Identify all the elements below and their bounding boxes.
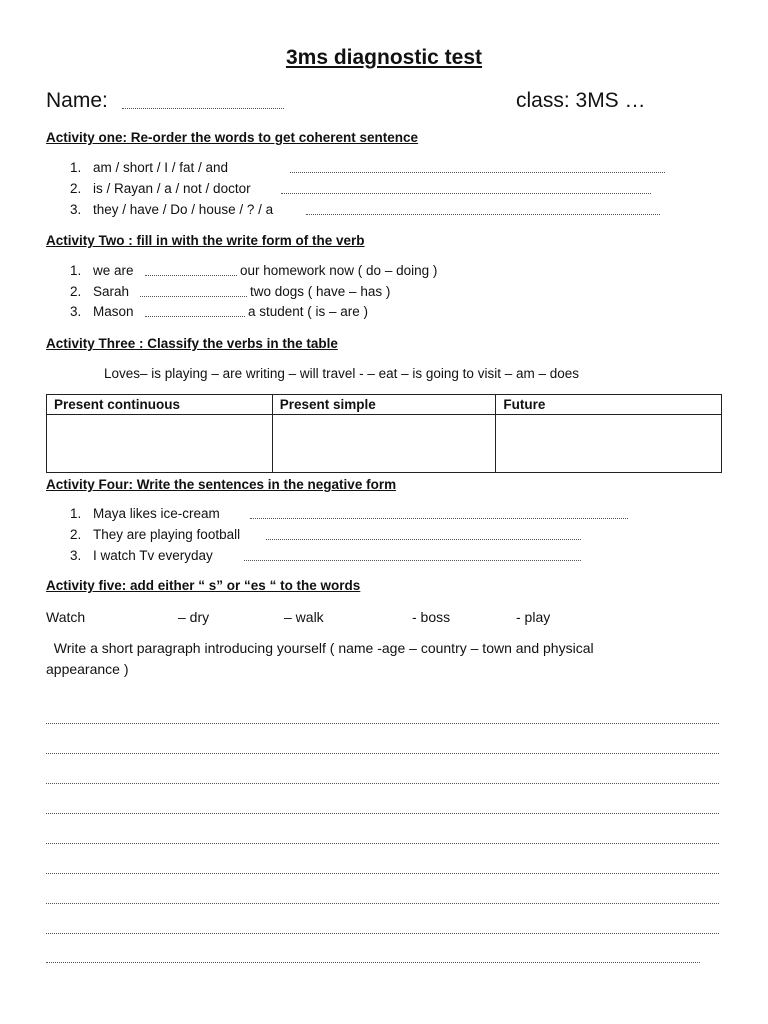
item-text-after: a student ( is – are ) (248, 304, 369, 319)
activity-one-heading: Activity one: Re-order the words to get coherent sentence (46, 130, 419, 145)
word-boss: - boss (412, 609, 451, 625)
name-answer-line[interactable] (122, 108, 284, 109)
activity-four-heading: Activity Four: Write the sentences in the negative form (46, 477, 397, 492)
item-text-before: Sarah (93, 284, 130, 299)
answer-line[interactable] (266, 539, 581, 540)
item-number: 3. (70, 304, 82, 319)
item-text-before: Mason (93, 304, 134, 319)
writing-line[interactable] (46, 873, 719, 874)
class-label: class: 3MS … (516, 89, 646, 112)
name-label: Name: (46, 89, 108, 112)
word-walk: – walk (284, 609, 324, 625)
activity-two-item-2 (70, 284, 129, 299)
item-text: they / have / Do / house / ? / a (93, 202, 274, 217)
cell-present-simple[interactable] (272, 415, 496, 473)
word-dry: – dry (178, 609, 210, 625)
activity-one-item-2 (70, 181, 251, 196)
writing-line[interactable] (46, 962, 700, 963)
item-number: 2. (70, 181, 82, 196)
column-future: Future (496, 395, 722, 415)
answer-blank[interactable] (145, 316, 245, 317)
activity-two-heading: Activity Two : fill in with the write form of the verb (46, 233, 365, 248)
verbs-list: Loves– is playing – are writing – will travel - – eat – is going to visit – am – does (104, 366, 579, 381)
cell-present-continuous[interactable] (47, 415, 273, 473)
activity-four-item-3 (70, 548, 213, 563)
answer-line[interactable] (244, 560, 581, 561)
item-text: I watch Tv everyday (93, 548, 213, 563)
activity-three-heading: Activity Three : Classify the verbs in the table (46, 336, 338, 351)
answer-blank[interactable] (145, 275, 237, 276)
activity-one-item-3 (70, 202, 273, 217)
answer-line[interactable] (290, 172, 665, 173)
item-text-before: we are (93, 263, 134, 278)
column-present-continuous: Present continuous (47, 395, 273, 415)
item-number: 1. (70, 506, 82, 521)
activity-two-item-1 (70, 263, 134, 278)
writing-line[interactable] (46, 723, 719, 724)
item-number: 2. (70, 284, 82, 299)
activity-one-item-1 (70, 160, 228, 175)
activity-five-heading: Activity five: add either “ s” or “es “ to the words (46, 578, 361, 593)
paragraph-prompt-text: Write a short paragraph introducing yourself ( name -age – country – town and physical appearance ) (46, 640, 594, 677)
answer-line[interactable] (281, 193, 651, 194)
item-text: is / Rayan / a / not / doctor (93, 181, 251, 196)
activity-four-item-1 (70, 506, 220, 521)
word-play: - play (516, 609, 551, 625)
writing-line[interactable] (46, 753, 719, 754)
item-text-after: our homework now ( do – doing ) (240, 263, 438, 278)
item-text: am / short / I / fat / and (93, 160, 229, 175)
classify-table (46, 394, 722, 473)
answer-blank[interactable] (140, 296, 247, 297)
writing-line[interactable] (46, 813, 719, 814)
item-number: 3. (70, 548, 82, 563)
column-present-simple: Present simple (272, 395, 496, 415)
writing-line[interactable] (46, 843, 719, 844)
cell-future[interactable] (496, 415, 722, 473)
activity-four-item-2 (70, 527, 240, 542)
item-text: Maya likes ice-cream (93, 506, 220, 521)
writing-line[interactable] (46, 903, 719, 904)
writing-line[interactable] (46, 783, 719, 784)
word-watch: Watch (46, 609, 86, 625)
page-title: 3ms diagnostic test (285, 46, 483, 69)
item-number: 3. (70, 202, 82, 217)
answer-line[interactable] (250, 518, 628, 519)
item-text: They are playing football (93, 527, 241, 542)
item-number: 2. (70, 527, 82, 542)
item-number: 1. (70, 160, 82, 175)
writing-line[interactable] (46, 933, 719, 934)
item-text-after: two dogs ( have – has ) (250, 284, 391, 299)
item-number: 1. (70, 263, 82, 278)
answer-line[interactable] (306, 214, 660, 215)
paragraph-prompt (46, 638, 666, 680)
activity-two-item-3 (70, 304, 134, 319)
